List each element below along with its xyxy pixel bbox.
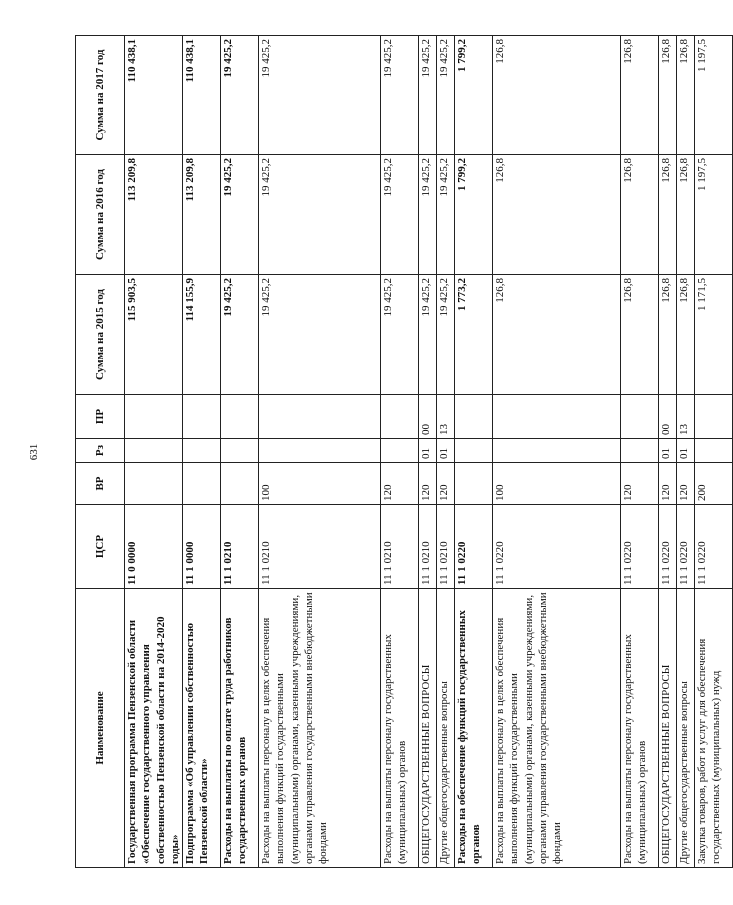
cell-csr: 11 1 0220 xyxy=(695,505,733,589)
cell-csr: 11 0 0000 xyxy=(125,505,183,589)
cell-2016: 113 209,8 xyxy=(183,155,221,275)
table-row xyxy=(381,36,419,868)
header-pr: ПР xyxy=(76,395,125,439)
cell-pr: 00 xyxy=(419,395,437,439)
cell-2017: 1 799,2 xyxy=(455,36,493,155)
cell-2016: 1 197,5 xyxy=(695,155,733,275)
cell-vr xyxy=(221,463,259,505)
cell-2015: 126,8 xyxy=(621,275,659,395)
table-row xyxy=(259,36,381,868)
cell-2017: 110 438,1 xyxy=(183,36,221,155)
table-row xyxy=(493,36,621,868)
cell-name: Расходы на выплаты по оплате труда работников государственных органов xyxy=(221,589,259,868)
cell-csr: 11 1 0210 xyxy=(259,505,381,589)
header-name: Наименование xyxy=(76,589,125,868)
cell-2016: 113 209,8 xyxy=(125,155,183,275)
table-row xyxy=(677,36,695,868)
cell-2016: 19 425,2 xyxy=(221,155,259,275)
cell-2017: 126,8 xyxy=(493,36,621,155)
cell-csr: 11 1 0210 xyxy=(419,505,437,589)
cell-2017: 19 425,2 xyxy=(419,36,437,155)
cell-rz xyxy=(381,439,419,463)
cell-pr xyxy=(493,395,621,439)
cell-csr: 11 1 0210 xyxy=(381,505,419,589)
cell-rz xyxy=(695,439,733,463)
cell-2017: 110 438,1 xyxy=(125,36,183,155)
cell-2015: 19 425,2 xyxy=(437,275,455,395)
cell-vr xyxy=(455,463,493,505)
cell-2015: 126,8 xyxy=(659,275,677,395)
cell-2017: 126,8 xyxy=(621,36,659,155)
cell-vr xyxy=(125,463,183,505)
rotated-table-frame xyxy=(75,36,723,868)
cell-csr: 11 1 0220 xyxy=(621,505,659,589)
cell-csr: 11 1 0220 xyxy=(677,505,695,589)
cell-csr: 11 1 0210 xyxy=(221,505,259,589)
cell-rz xyxy=(621,439,659,463)
table-header-row xyxy=(76,36,125,868)
cell-csr: 11 1 0000 xyxy=(183,505,221,589)
cell-vr: 120 xyxy=(677,463,695,505)
cell-name: Расходы на обеспечение функций государственных органов xyxy=(455,589,493,868)
cell-rz xyxy=(455,439,493,463)
cell-2015: 19 425,2 xyxy=(381,275,419,395)
cell-2016: 19 425,2 xyxy=(381,155,419,275)
cell-pr xyxy=(695,395,733,439)
cell-pr: 13 xyxy=(437,395,455,439)
page-number: 631 xyxy=(28,443,40,461)
cell-2015: 114 155,9 xyxy=(183,275,221,395)
header-2016: Сумма на 2016 год xyxy=(76,155,125,275)
cell-2016: 19 425,2 xyxy=(437,155,455,275)
cell-rz: 01 xyxy=(677,439,695,463)
cell-vr: 120 xyxy=(437,463,455,505)
cell-2016: 1 799,2 xyxy=(455,155,493,275)
table-row xyxy=(221,36,259,868)
cell-rz: 01 xyxy=(419,439,437,463)
header-csr: ЦСР xyxy=(76,505,125,589)
table-row xyxy=(183,36,221,868)
cell-vr: 120 xyxy=(659,463,677,505)
cell-2017: 19 425,2 xyxy=(381,36,419,155)
cell-vr xyxy=(183,463,221,505)
cell-2017: 1 197,5 xyxy=(695,36,733,155)
header-2017: Сумма на 2017 год xyxy=(76,36,125,155)
cell-2015: 1 773,2 xyxy=(455,275,493,395)
cell-name: Расходы на выплаты персоналу в целях обеспечения выполнения функций государственными (муниципальными) органами, казенными учреждениями, органами управления государственными внебюджетными фондами xyxy=(259,589,381,868)
header-rz: Рз xyxy=(76,439,125,463)
cell-2016: 19 425,2 xyxy=(259,155,381,275)
cell-name: Другие общегосударственные вопросы xyxy=(677,589,695,868)
cell-pr xyxy=(125,395,183,439)
rotated-table-content xyxy=(75,36,723,868)
cell-2017: 126,8 xyxy=(677,36,695,155)
cell-2017: 19 425,2 xyxy=(259,36,381,155)
cell-2015: 19 425,2 xyxy=(419,275,437,395)
cell-csr: 11 1 0220 xyxy=(493,505,621,589)
table-row xyxy=(125,36,183,868)
cell-pr xyxy=(183,395,221,439)
cell-vr: 100 xyxy=(493,463,621,505)
header-2015: Сумма на 2015 год xyxy=(76,275,125,395)
cell-name: ОБЩЕГОСУДАРСТВЕННЫЕ ВОПРОСЫ xyxy=(419,589,437,868)
cell-pr: 00 xyxy=(659,395,677,439)
cell-name: ОБЩЕГОСУДАРСТВЕННЫЕ ВОПРОСЫ xyxy=(659,589,677,868)
cell-csr: 11 1 0220 xyxy=(659,505,677,589)
cell-name: Закупка товаров, работ и услуг для обеспечения государственных (муниципальных) нужд xyxy=(695,589,733,868)
cell-2017: 126,8 xyxy=(659,36,677,155)
cell-pr xyxy=(455,395,493,439)
cell-name: Другие общегосударственные вопросы xyxy=(437,589,455,868)
cell-rz xyxy=(259,439,381,463)
table-row xyxy=(455,36,493,868)
cell-pr xyxy=(259,395,381,439)
table-row xyxy=(695,36,733,868)
budget-table xyxy=(75,35,733,868)
cell-rz xyxy=(183,439,221,463)
table-row xyxy=(437,36,455,868)
cell-pr xyxy=(221,395,259,439)
cell-2015: 19 425,2 xyxy=(259,275,381,395)
cell-name: Расходы на выплаты персоналу государственных (муниципальных) органов xyxy=(381,589,419,868)
cell-rz: 01 xyxy=(437,439,455,463)
table-row xyxy=(621,36,659,868)
cell-vr: 120 xyxy=(419,463,437,505)
cell-name: Расходы на выплаты персоналу государственных (муниципальных) органов xyxy=(621,589,659,868)
cell-vr: 120 xyxy=(621,463,659,505)
cell-rz xyxy=(125,439,183,463)
cell-name: Государственная программа Пензенской области «Обеспечение государственного управления собственностью Пензенской области на 2014-2020 годы» xyxy=(125,589,183,868)
cell-pr: 13 xyxy=(677,395,695,439)
cell-vr: 200 xyxy=(695,463,733,505)
cell-2015: 115 903,5 xyxy=(125,275,183,395)
cell-vr: 100 xyxy=(259,463,381,505)
table-body xyxy=(125,36,733,868)
cell-2015: 19 425,2 xyxy=(221,275,259,395)
cell-2016: 126,8 xyxy=(493,155,621,275)
cell-csr: 11 1 0210 xyxy=(437,505,455,589)
cell-2016: 19 425,2 xyxy=(419,155,437,275)
cell-pr xyxy=(621,395,659,439)
table-row xyxy=(419,36,437,868)
cell-2016: 126,8 xyxy=(677,155,695,275)
cell-2017: 19 425,2 xyxy=(437,36,455,155)
header-vr: ВР xyxy=(76,463,125,505)
cell-vr: 120 xyxy=(381,463,419,505)
cell-rz: 01 xyxy=(659,439,677,463)
cell-csr: 11 1 0220 xyxy=(455,505,493,589)
cell-2016: 126,8 xyxy=(621,155,659,275)
cell-name: Расходы на выплаты персоналу в целях обеспечения выполнения функций государственными (муниципальными) органами, казенными учреждениями, органами управления государственными внебюджетными фондами xyxy=(493,589,621,868)
cell-rz xyxy=(221,439,259,463)
cell-2015: 126,8 xyxy=(493,275,621,395)
table-row xyxy=(659,36,677,868)
cell-2015: 126,8 xyxy=(677,275,695,395)
cell-name: Подпрограмма «Об управлении собственностью Пензенской области» xyxy=(183,589,221,868)
cell-pr xyxy=(381,395,419,439)
cell-2015: 1 171,5 xyxy=(695,275,733,395)
cell-2016: 126,8 xyxy=(659,155,677,275)
cell-rz xyxy=(493,439,621,463)
cell-2017: 19 425,2 xyxy=(221,36,259,155)
